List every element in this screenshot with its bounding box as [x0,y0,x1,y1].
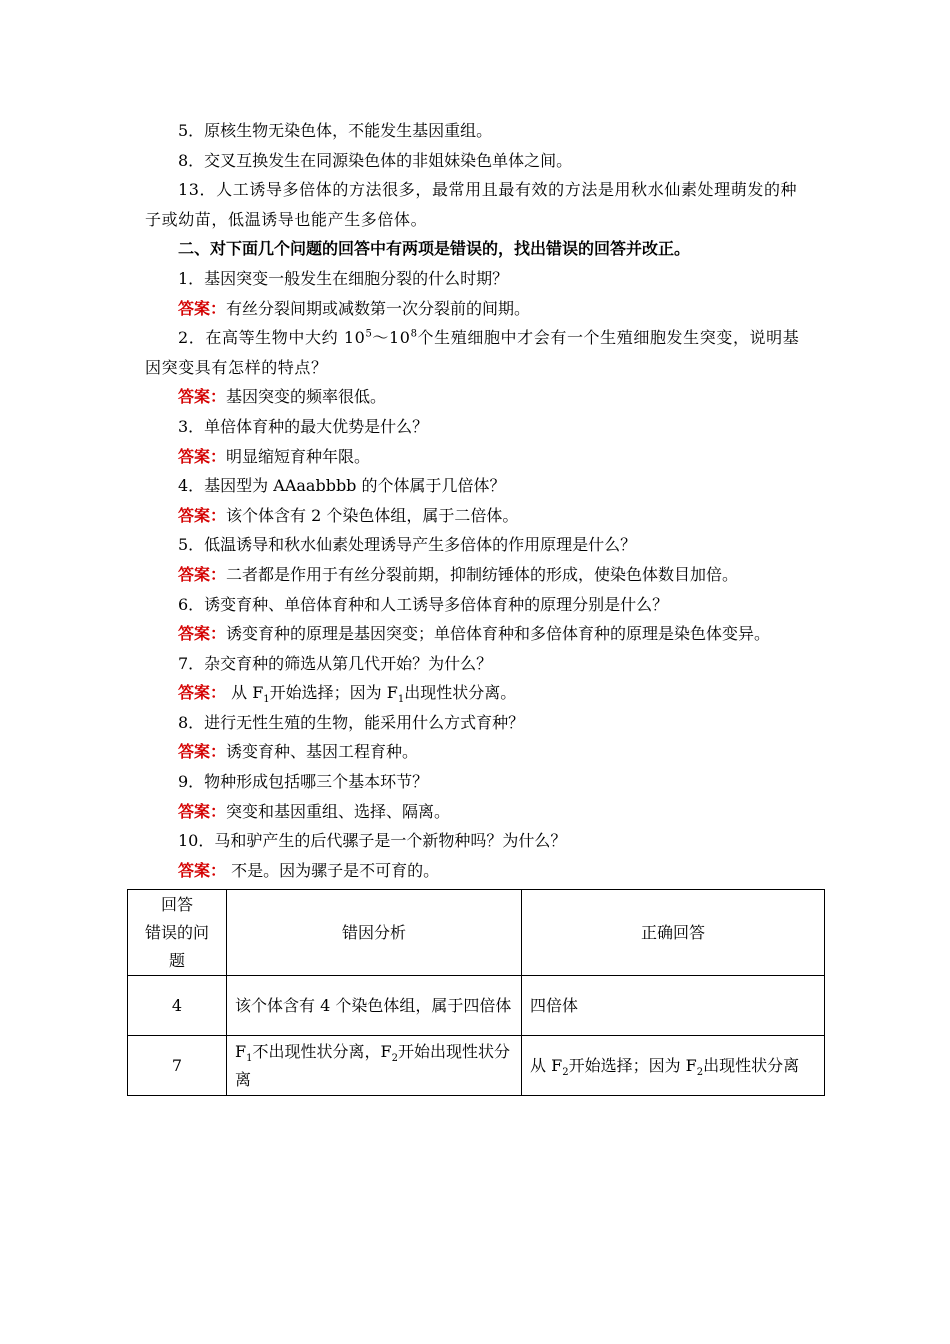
cell-text: F [235,1041,247,1061]
document-body [145,116,807,885]
cell-question-number: 4 [128,976,227,1036]
cell-text: 开始选择；因为 F [568,1055,697,1075]
answer-text: 有丝分裂间期或减数第一次分裂前的间期。 [226,298,531,318]
answer-text: 出现性状分离。 [404,683,517,703]
table-row [128,1036,825,1096]
question-6: 6．诱变育种、单倍体育种和人工诱导多倍体育种的原理分别是什么？ [178,594,669,614]
answer-text: 突变和基因重组、选择、隔离。 [226,801,451,821]
answer-1 [145,294,807,324]
answer-label: 答案： [178,683,227,703]
answer-text: 该个体含有 2 个染色体组，属于二倍体。 [226,505,519,525]
cell-text: 从 F [530,1055,563,1075]
question-4: 4．基因型为 AAaabbbb 的个体属于几倍体？ [178,476,506,496]
answer-label: 答案： [178,505,227,525]
answer-label: 答案： [178,446,227,466]
answer-text: 明显缩短育种年限。 [226,446,371,466]
exponent: 8 [410,328,418,340]
section-title: 二、对下面几个问题的回答中有两项是错误的，找出错误的回答并改正。 [178,239,691,259]
answer-7 [145,678,807,708]
answer-label: 答案： [178,298,227,318]
error-correction-table [127,889,825,1096]
header-cell-question [128,890,227,976]
header-text: 题 [168,950,185,970]
answer-text: 二者都是作用于有丝分裂前期，抑制纺锤体的形成，使染色体数目加倍。 [226,564,739,584]
cell-question-number: 7 [128,1036,227,1096]
answer-label: 答案： [178,860,227,880]
answer-text: 开始选择；因为 F [269,683,398,703]
question-2-text: ～10 [372,328,411,348]
answer-8 [145,737,807,767]
exponent: 5 [365,328,373,340]
answer-label: 答案： [178,387,227,407]
statement-5: 5．原核生物无染色体，不能发生基因重组。 [178,121,493,140]
answer-3 [145,442,807,472]
cell-correct [522,1036,825,1096]
question-2-text: 个生殖细胞中才会有一个生殖细胞发生突变，说明基因突变具有怎样的特点？ [145,328,800,377]
header-cell-analysis: 错因分析 [227,890,522,976]
cell-text: 开始出现性状分离 [235,1041,510,1089]
answer-4 [145,501,807,531]
answer-label: 答案： [178,624,227,644]
subscript: 2 [562,1066,569,1078]
cell-correct: 四倍体 [522,976,825,1036]
answer-2 [145,382,807,412]
question-8: 8．进行无性生殖的生物，能采用什么方式育种？ [178,712,525,732]
table-row [128,976,825,1036]
answer-text: 从 F [226,683,264,703]
subscript: 2 [391,1052,398,1064]
question-5: 5．低温诱导和秋水仙素处理诱导产生多倍体的作用原理是什么？ [178,535,637,555]
subscript: 1 [263,694,270,706]
answer-text: 诱变育种、基因工程育种。 [226,742,419,762]
cell-analysis [227,1036,522,1096]
answer-text: 基因突变的频率很低。 [226,387,387,407]
header-text: 错误的问 [144,922,209,942]
answer-9 [145,797,807,827]
question-9: 9．物种形成包括哪三个基本环节？ [178,772,429,792]
cell-analysis: 该个体含有 4 个染色体组，属于四倍体 [227,976,522,1036]
cell-text: 出现性状分离 [703,1055,800,1075]
answer-label: 答案： [178,742,227,762]
answer-10 [145,856,807,886]
answer-text: 诱变育种的原理是基因突变；单倍体育种和多倍体育种的原理是染色体变异。 [226,624,771,644]
subscript: 1 [397,694,405,706]
table-header-row [128,890,825,976]
header-cell-correct: 正确回答 [522,890,825,976]
subscript: 1 [246,1052,253,1064]
answer-5 [145,560,807,590]
answer-label: 答案： [178,801,227,821]
question-2 [145,323,807,382]
cell-text: 不出现性状分离，F [252,1041,392,1061]
header-text: 回答 [160,894,193,914]
subscript: 2 [696,1066,704,1078]
statement-8: 8．交叉互换发生在同源染色体的非姐妹染色单体之间。 [178,150,573,170]
answer-label: 答案： [178,564,227,584]
question-2-text: 2．在高等生物中大约 10 [178,328,366,348]
question-7: 7．杂交育种的筛选从第几代开始？为什么？ [178,653,493,673]
question-10: 10．马和驴产生的后代骡子是一个新物种吗？为什么？ [178,831,567,851]
statement-13: 13．人工诱导多倍体的方法很多，最常用且最有效的方法是用秋水仙素处理萌发的种子或幼苗，低温诱导也能产生多倍体。 [145,180,798,229]
answer-text: 不是。因为骡子是不可育的。 [226,860,440,880]
answer-6 [145,619,807,649]
question-1: 1．基因突变一般发生在细胞分裂的什么时期？ [178,268,509,288]
question-3: 3．单倍体育种的最大优势是什么？ [178,416,429,436]
